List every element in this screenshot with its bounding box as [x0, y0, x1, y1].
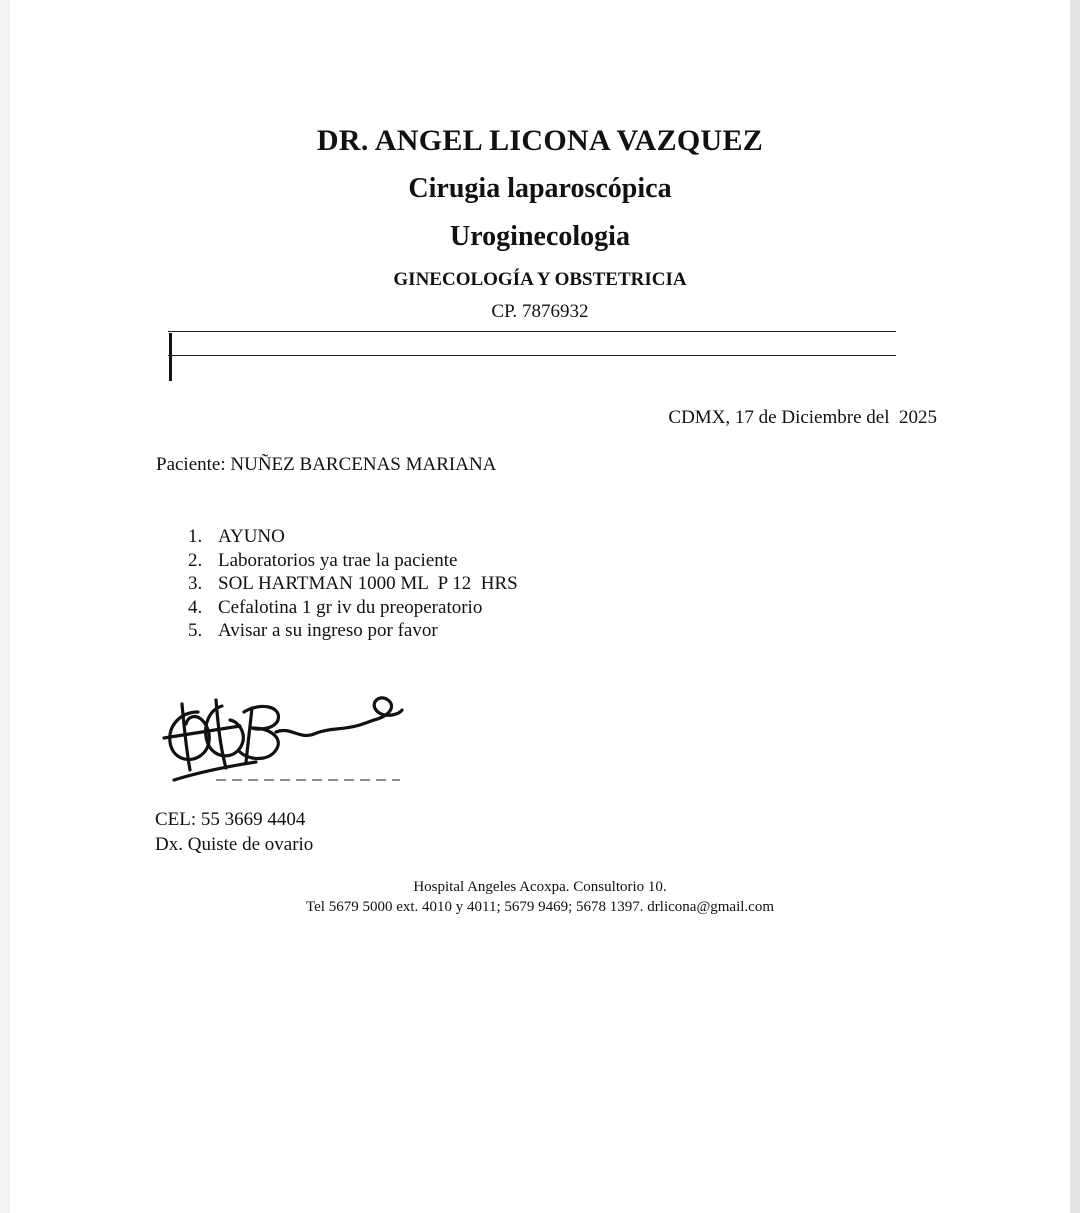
- list-item-text: Avisar a su ingreso por favor: [218, 620, 438, 641]
- patient-line: [156, 454, 496, 476]
- patient-label: Paciente:: [156, 454, 226, 475]
- list-item: [188, 619, 518, 643]
- header-divider-top: [168, 331, 896, 332]
- list-item: [188, 525, 518, 549]
- list-item-text: Cefalotina 1 gr iv du preoperatorio: [218, 596, 483, 618]
- header-divider-bottom: [168, 355, 896, 356]
- specialty-laparoscopic-surgery: Cirugia laparoscópica: [408, 173, 672, 204]
- list-item-number: 3.: [188, 573, 203, 594]
- list-item: [188, 572, 518, 596]
- header-divider-mark: [169, 333, 172, 381]
- specialty-gynecology-obstetrics: GINECOLOGÍA Y OBSTETRICIA: [393, 269, 687, 290]
- list-item-number: 5.: [188, 620, 203, 641]
- list-item-text: AYUNO: [218, 526, 285, 547]
- medical-orders-list: [188, 525, 518, 643]
- list-item: [188, 549, 518, 573]
- handwritten-signature: [160, 686, 410, 788]
- list-item-text: SOL HARTMAN 1000 ML P 12 HRS: [218, 573, 518, 594]
- diagnosis: Dx. Quiste de ovario: [155, 833, 314, 855]
- list-item: [188, 596, 518, 620]
- footer-contact: Tel 5679 5000 ext. 4010 y 4011; 5679 9469; 5678 1397. drlicona@gmail.com: [306, 899, 774, 915]
- list-item-text: Laboratorios ya trae la paciente: [218, 549, 458, 571]
- patient-name: NUÑEZ BARCENAS MARIANA: [230, 454, 497, 475]
- cellphone: CEL: 55 3669 4404: [155, 809, 306, 830]
- specialty-urogynecology: Uroginecologia: [450, 221, 630, 252]
- list-item-number: 2.: [188, 549, 203, 571]
- contact-block: [155, 808, 313, 857]
- footer-address: Hospital Angeles Acoxpa. Consultorio 10.: [413, 879, 667, 895]
- prescription-date: CDMX, 17 de Diciembre del 2025: [668, 407, 937, 428]
- list-item-number: 4.: [188, 596, 203, 618]
- professional-license: CP. 7876932: [491, 301, 589, 322]
- list-item-number: 1.: [188, 526, 203, 547]
- doctor-name: DR. ANGEL LICONA VAZQUEZ: [316, 124, 764, 157]
